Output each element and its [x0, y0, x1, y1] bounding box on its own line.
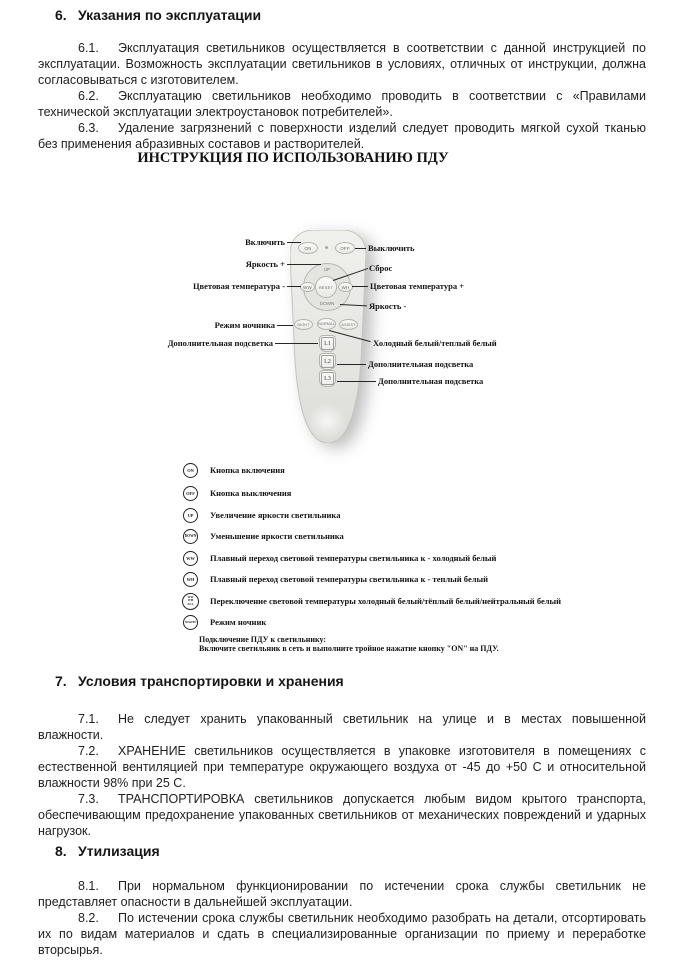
remote-led-dot — [325, 246, 328, 249]
section-number: 7. — [55, 673, 67, 689]
legend-text: Уменьшение яркости светильника — [210, 530, 344, 541]
remote-reset-button: RESET — [315, 276, 337, 298]
remote-ww-button: WW — [300, 282, 315, 292]
callout-color-temp-plus: Цветовая температура + — [370, 281, 465, 291]
note-text: Включите светильник в сеть и выполните тройное нажатие кнопку "ON" на ПДУ. — [199, 643, 499, 653]
paragraph-text: ТРАНСПОРТИРОВКА светильников допускается любым видом крытого транспорта, обеспечивающим предохранение упакованных светильников от механических повреждений и ударных нагрузок. — [38, 792, 646, 838]
connector-line — [287, 242, 301, 243]
section-number: 8. — [55, 843, 67, 859]
callout-color-temp-minus: Цветовая температура - — [192, 281, 285, 291]
connector-line — [355, 248, 366, 249]
section-title: Указания по эксплуатации — [78, 7, 262, 23]
callout-brightness-minus: Яркость - — [369, 301, 407, 311]
paragraph-8-1 — [38, 878, 646, 910]
section-7-body — [38, 711, 646, 839]
paragraph-6-3 — [38, 120, 646, 152]
on-button-icon: ON — [183, 463, 198, 478]
off-button-icon: OFF — [183, 486, 198, 501]
remote-l2-button — [319, 353, 336, 370]
paragraph-8-2 — [38, 910, 646, 958]
paragraph-7-1 — [38, 711, 646, 743]
remote-on-button: ON — [298, 242, 318, 254]
paragraph-text: ХРАНЕНИЕ светильников осуществляется в упаковке изготовителя в помещениях с естественной вентиляцией при температуре окружающего воздуха от -45 до +50 С и относительной влажности 98% при 25 С. — [38, 744, 646, 790]
callout-on: Включить — [245, 237, 285, 247]
paragraph-number: 6.1. — [78, 41, 99, 55]
connector-line — [287, 264, 321, 265]
section-6-heading — [55, 7, 261, 23]
remote-off-button: OFF — [335, 242, 355, 254]
paragraph-7-3 — [38, 791, 646, 839]
legend-text: Кнопка выключения — [210, 487, 292, 498]
down-button-icon: DOWN — [183, 529, 198, 544]
paragraph-number: 8.1. — [78, 879, 99, 893]
remote-l3-button — [319, 370, 336, 387]
paragraph-text: Эксплуатация светильников осуществляется в соответствии с данной инструкцией по эксплуатации. Возможность эксплуатации светильников в условиях, отличных от инструкции, должна согласовываться с изготовителем. — [38, 41, 646, 87]
paragraph-number: 8.2. — [78, 911, 99, 925]
pdu-connection-note — [199, 636, 499, 654]
callout-night-mode: Режим ночника — [214, 320, 275, 330]
connector-line — [275, 343, 318, 344]
paragraph-6-1 — [38, 40, 646, 88]
callout-aux-light-l3: Дополнительная подсветка — [378, 376, 484, 386]
paragraph-text: При нормальном функционировании по истечении срока службы светильник не представляет опасности в дальнейшей эксплуатации. — [38, 879, 646, 909]
wh-button-icon: WH — [183, 572, 198, 587]
section-8-body — [38, 878, 646, 958]
callout-aux-light-l1: Дополнительная подсветка — [167, 338, 273, 348]
remote-wh-button: WH — [338, 282, 353, 292]
connector-line — [287, 286, 301, 287]
legend-text: Режим ночник — [210, 616, 267, 627]
legend-text: Увеличение яркости светильника — [210, 509, 341, 520]
l2-label: L2 — [321, 355, 334, 368]
remote-down-label: DOWN — [319, 301, 335, 306]
remote-bottom-highlight — [307, 403, 347, 439]
paragraph-text: Не следует хранить упакованный светильник на улице и в местах повышенной влажности. — [38, 712, 646, 742]
remote-l1-button — [319, 335, 336, 352]
legend-text: Кнопка включения — [210, 464, 285, 475]
paragraph-number: 7.3. — [78, 792, 99, 806]
section-8-heading — [55, 843, 160, 859]
remote-night-button: NIGHT — [294, 319, 313, 330]
paragraph-number: 7.1. — [78, 712, 99, 726]
remote-normal-button: NORMAL — [317, 318, 336, 330]
ww-wh-all-button-icon — [182, 593, 199, 610]
l1-label: L1 — [321, 337, 334, 350]
remote-up-label: UP — [323, 267, 331, 272]
remote-assist-button: ASSIST — [339, 319, 358, 330]
connector-line — [337, 381, 376, 382]
paragraph-6-2 — [38, 88, 646, 120]
section-6-body — [38, 40, 646, 152]
icon-line: WH — [187, 598, 194, 603]
legend-text: Переключение световой температуры холодный белый/тёплый белый/нейтральный белый — [210, 595, 562, 606]
callout-cold-warm-white: Холодный белый/теплый белый — [373, 338, 497, 348]
legend-text: Плавный переход световой температуры светильника к - холодный белый — [210, 552, 497, 563]
callout-off: Выключить — [368, 243, 415, 253]
callout-aux-light-l2: Дополнительная подсветка — [368, 359, 474, 369]
paragraph-text: По истечении срока службы светильник необходимо разобрать на детали, отсортировать их по видам материалов и сдать в специализированные организации по приему и переработке вторсырья. — [38, 911, 646, 957]
section-number: 6. — [55, 7, 67, 23]
section-7-heading — [55, 673, 344, 689]
callout-reset: Сброс — [369, 263, 393, 273]
paragraph-text: Удаление загрязнений с поверхности изделий следует проводить мягкой сухой тканью без применения абразивных составов и растворителей. — [38, 121, 646, 151]
paragraph-7-2 — [38, 743, 646, 791]
paragraph-text: Эксплуатацию светильников необходимо проводить в соответствии с «Правилами технической эксплуатации электроустановок потребителей». — [38, 89, 646, 119]
remote-diagram — [0, 215, 680, 458]
paragraph-number: 7.2. — [78, 744, 99, 758]
legend-text: Плавный переход световой температуры светильника к - теплый белый — [210, 573, 489, 584]
l3-label: L3 — [321, 372, 334, 385]
connector-line — [352, 286, 368, 287]
paragraph-number: 6.2. — [78, 89, 99, 103]
ww-button-icon: WW — [183, 551, 198, 566]
section-title: Утилизация — [78, 843, 160, 859]
connector-line — [277, 325, 293, 326]
connector-line — [337, 364, 366, 365]
note-title: Подключение ПДУ к светильнику: — [199, 635, 327, 644]
callout-brightness-plus: Яркость + — [245, 259, 285, 269]
paragraph-number: 6.3. — [78, 121, 99, 135]
pdu-instruction-heading: ИНСТРУКЦИЯ ПО ИСПОЛЬЗОВАНИЮ ПДУ — [137, 150, 449, 166]
night-button-icon: NIGHT — [183, 615, 198, 630]
icon-line: WW — [187, 594, 194, 599]
icon-line: ALL — [187, 601, 194, 606]
button-legend — [180, 458, 660, 638]
section-title: Условия транспортировки и хранения — [78, 673, 344, 689]
up-button-icon: UP — [183, 508, 198, 523]
